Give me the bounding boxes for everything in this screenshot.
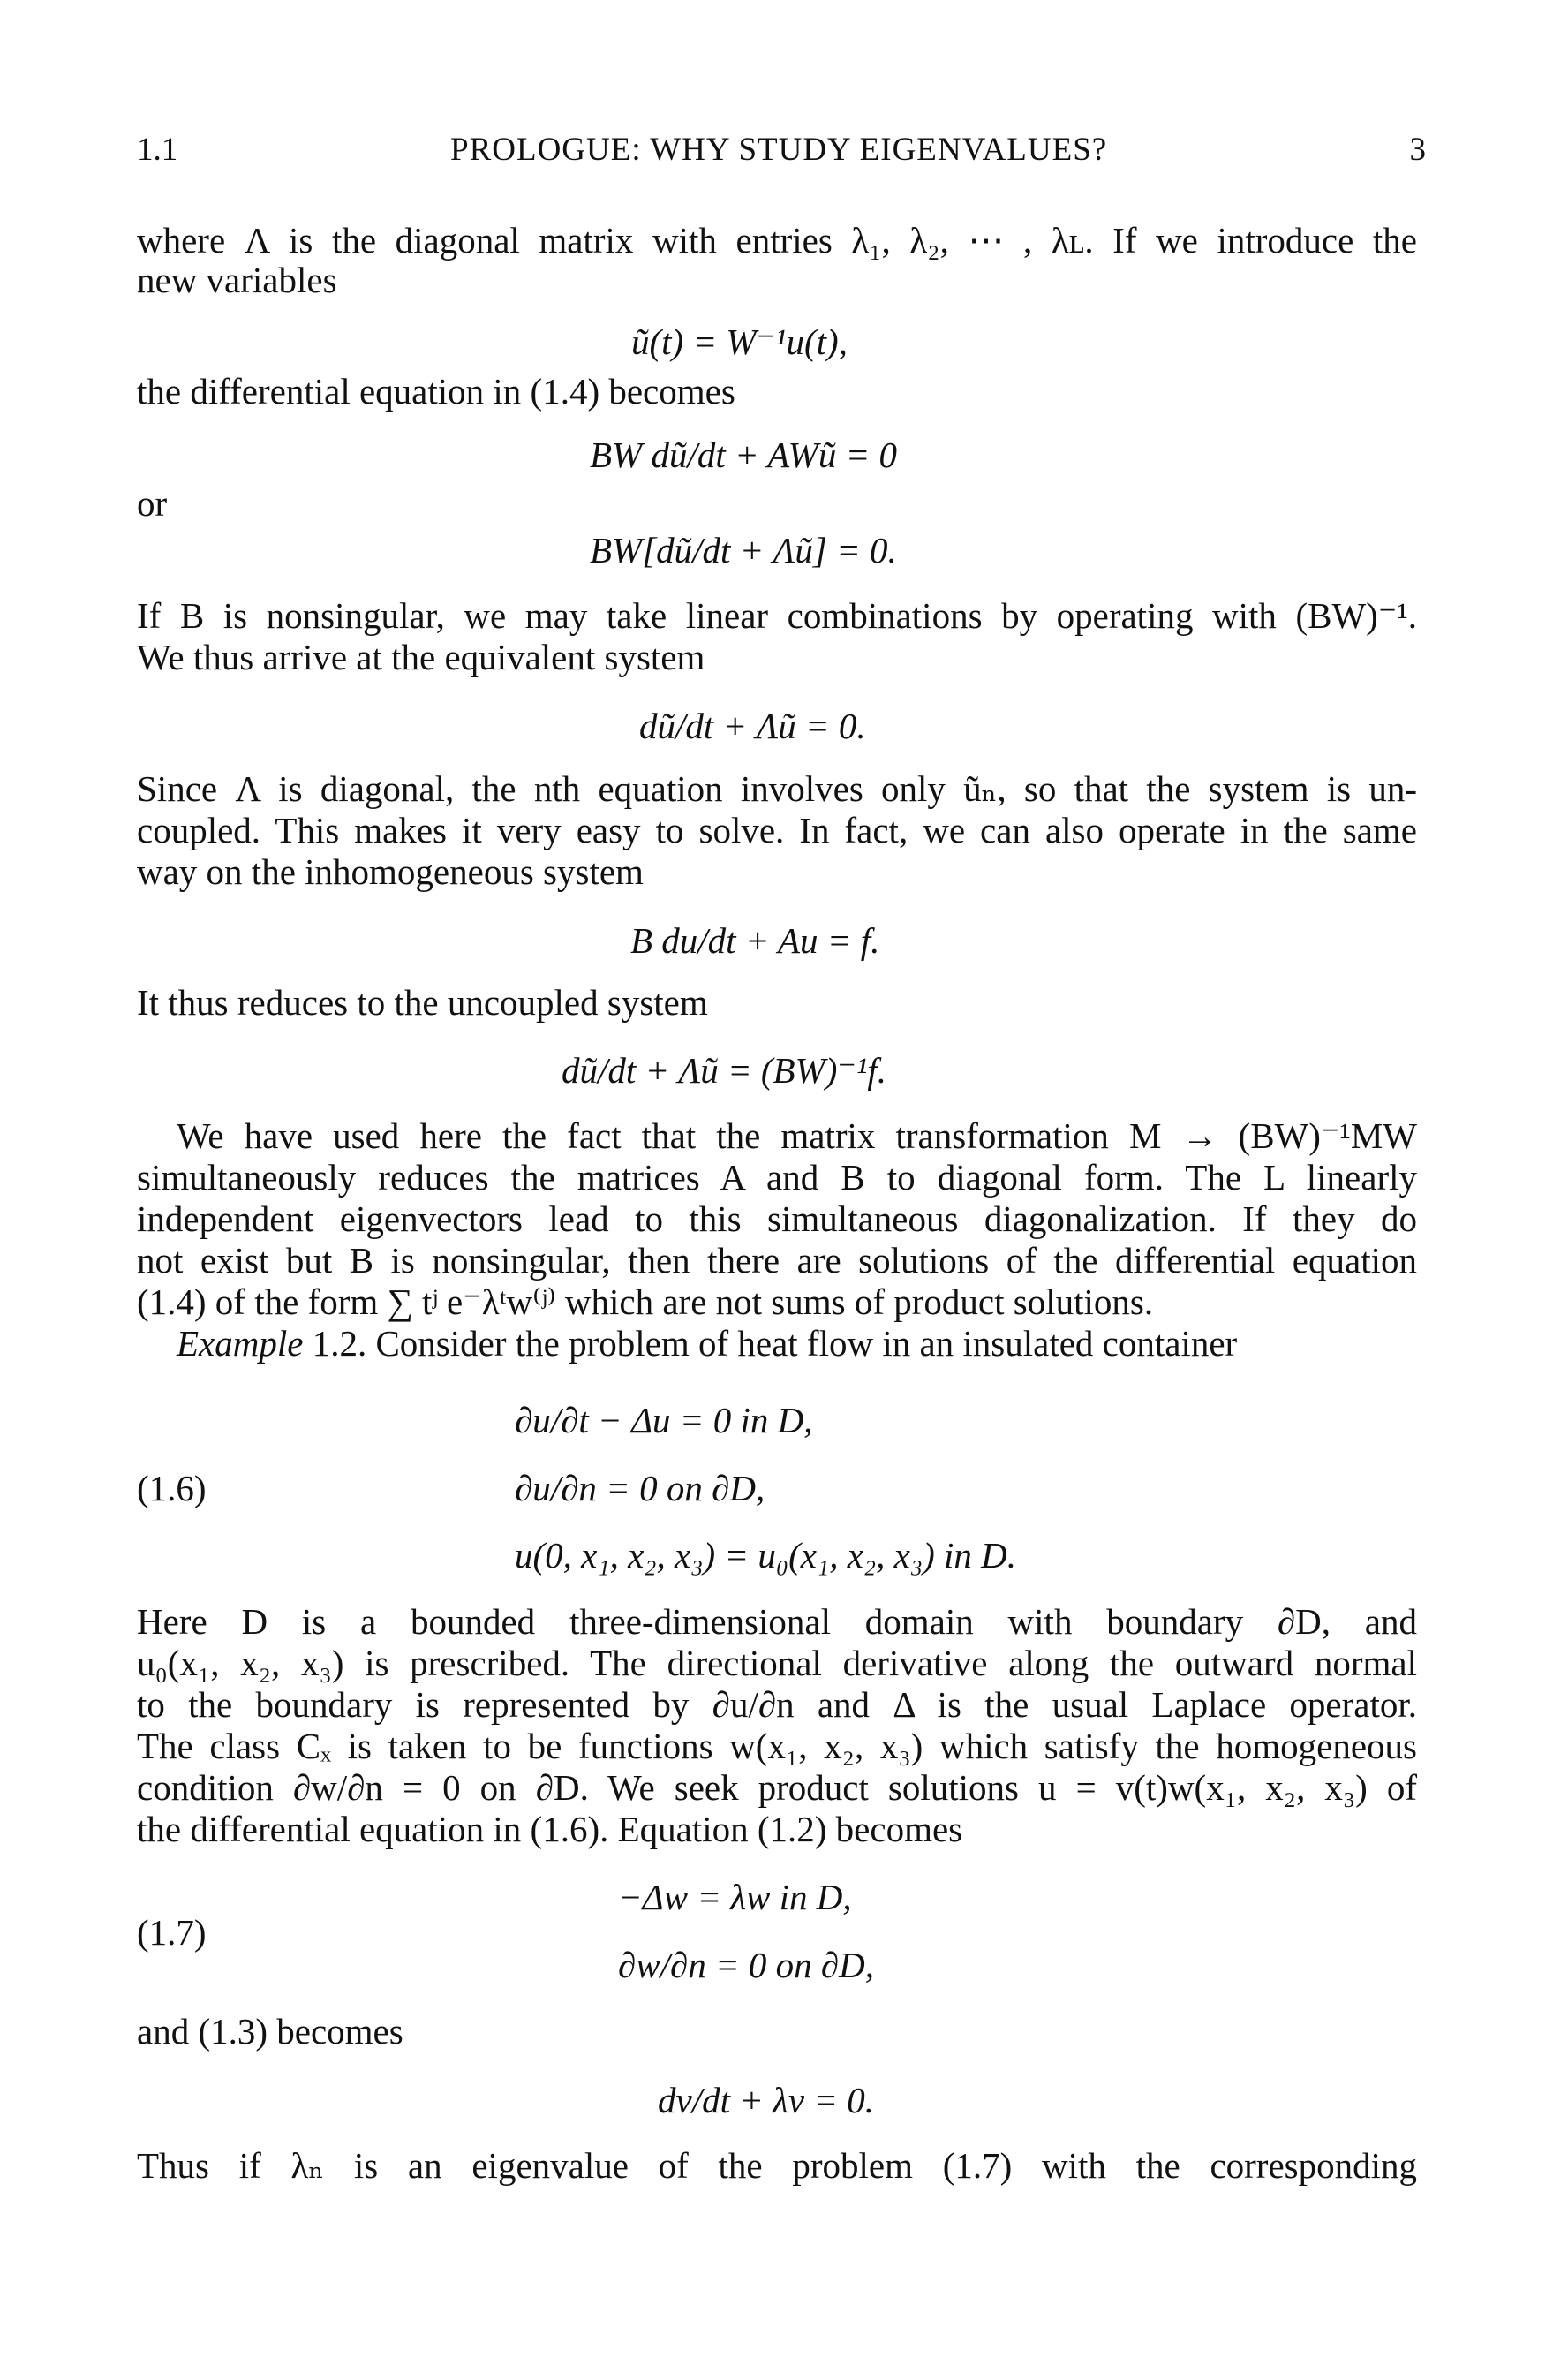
equation: BW[dũ/dt + Λũ] = 0. [590, 530, 897, 571]
paragraph-line: the differential equation in (1.6). Equation (1.2) becomes [137, 1809, 963, 1849]
paragraph-line: condition ∂w/∂n = 0 on ∂D. We seek product solutions u = v(t)w(x₁, x₂, x₃) of [137, 1767, 1417, 1808]
equation: B du/dt + Au = f. [630, 920, 880, 961]
section-number: 1.1 [137, 132, 178, 168]
paragraph-line: new variables [137, 260, 337, 300]
paragraph-line: We thus arrive at the equivalent system [137, 637, 705, 677]
paragraph-line: and (1.3) becomes [137, 2011, 403, 2052]
equation: dv/dt + λv = 0. [658, 2080, 875, 2120]
equation-number: (1.7) [137, 1912, 207, 1953]
equation: −Δw = λw in D, [618, 1877, 852, 1917]
paragraph-line: u₀(x₁, x₂, x₃) is prescribed. The directional derivative along the outward normal [137, 1643, 1417, 1683]
paragraph-line: simultaneously reduces the matrices A and B to diagonal form. The L linearly [137, 1157, 1417, 1198]
paragraph-line: It thus reduces to the uncoupled system [137, 982, 708, 1023]
paragraph-line: (1.4) of the form ∑ tʲ e⁻λᵗw⁽ʲ⁾ which are not sums of product solutions. [137, 1281, 1154, 1322]
example-label: Example [177, 1323, 304, 1364]
equation: u(0, x₁, x₂, x₃) = u₀(x₁, x₂, x₃) in D. [515, 1535, 1016, 1576]
equation: ∂u/∂t − Δu = 0 in D, [515, 1400, 813, 1440]
equation: ũ(t) = W⁻¹u(t), [631, 321, 848, 362]
paragraph-line: Here D is a bounded three-dimensional domain with boundary ∂D, and [137, 1601, 1417, 1642]
equation-number: (1.6) [137, 1468, 207, 1508]
paragraph-line: way on the inhomogeneous system [137, 851, 644, 892]
equation: BW dũ/dt + AWũ = 0 [590, 435, 897, 475]
paragraph-line: where Λ is the diagonal matrix with entries λ₁, λ₂, ⋯ , λʟ. If we introduce the [137, 220, 1417, 261]
paragraph-line: not exist but B is nonsingular, then there are solutions of the differential equation [137, 1240, 1417, 1281]
connector-text: or [137, 483, 168, 524]
equation: dũ/dt + Λũ = (BW)⁻¹f. [562, 1050, 886, 1091]
paragraph-line: The class Cₓ is taken to be functions w(x₁, x₂, x₃) which satisfy the homogeneous [137, 1726, 1417, 1766]
paragraph-line: Thus if λₙ is an eigenvalue of the problem (1.7) with the corresponding [137, 2145, 1417, 2186]
page-number: 3 [1409, 132, 1426, 168]
example-text: 1.2. Consider the problem of heat flow in an insulated container [312, 1323, 1238, 1364]
paragraph-line: coupled. This makes it very easy to solve. In fact, we can also operate in the same [137, 810, 1417, 850]
paragraph-line: to the boundary is represented by ∂u/∂n and Δ is the usual Laplace operator. [137, 1684, 1417, 1725]
equation: dũ/dt + Λũ = 0. [639, 706, 866, 746]
equation: ∂u/∂n = 0 on ∂D, [515, 1468, 765, 1508]
paragraph-line: If B is nonsingular, we may take linear combinations by operating with (BW)⁻¹. [137, 595, 1417, 636]
equation: ∂w/∂n = 0 on ∂D, [618, 1945, 875, 1985]
example-heading [177, 1321, 1237, 1365]
running-header [137, 131, 1426, 175]
paragraph-line: independent eigenvectors lead to this simultaneous diagonalization. If they do [137, 1198, 1417, 1239]
chapter-title: PROLOGUE: WHY STUDY EIGENVALUES? [450, 132, 1108, 168]
paragraph-line: Since Λ is diagonal, the nth equation involves only ũₙ, so that the system is un- [137, 768, 1417, 809]
paragraph-line: the differential equation in (1.4) becomes [137, 371, 735, 412]
paragraph-line: We have used here the fact that the matrix transformation M → (BW)⁻¹MW [177, 1115, 1417, 1156]
